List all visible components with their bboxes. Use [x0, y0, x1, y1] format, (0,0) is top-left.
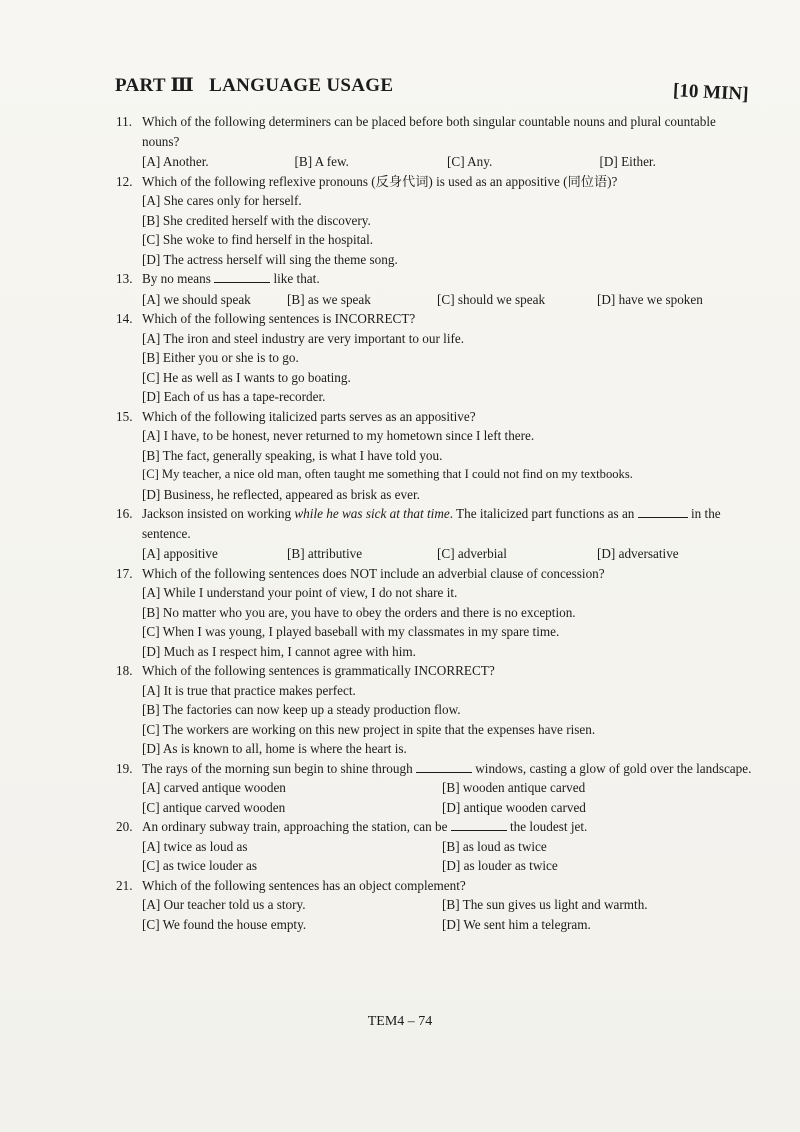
question-number: 11.	[116, 114, 132, 129]
option-c: [C] When I was young, I played baseball with my classmates in my spare time.	[142, 624, 560, 639]
option-a: [A] I have, to be honest, never returned to my hometown since I left there.	[142, 428, 535, 443]
option-b: [B] Either you or she is to go.	[142, 350, 299, 365]
question-stem: Which of the following sentences is grammatically INCORRECT?	[142, 663, 495, 678]
answer-blank	[416, 760, 472, 773]
option-d: [D] The actress herself will sing the theme song.	[142, 251, 398, 267]
question-stem	[142, 504, 752, 543]
question-number: 16.	[116, 506, 133, 521]
question-number: 14.	[116, 311, 133, 326]
option-a: [A] twice as loud as	[142, 838, 248, 854]
question-number: 18.	[116, 663, 133, 678]
stem-text-part-1: Jackson insisted on working	[142, 506, 292, 521]
question-number: 19.	[116, 760, 133, 776]
stem-text-part-3: in the sentence.	[142, 506, 721, 541]
question-14	[116, 309, 752, 407]
stem-text-part-2: . The italicized part functions as an	[449, 506, 635, 521]
answer-blank	[214, 270, 270, 283]
stem-text-before-blank: An ordinary subway train, approaching the station, can be	[142, 819, 448, 834]
answer-blank	[451, 818, 507, 831]
section-title: LANGUAGE USAGE	[209, 75, 394, 96]
option-a: [A] She cares only for herself.	[142, 193, 302, 208]
option-d: [D] Each of us has a tape-recorder.	[142, 389, 326, 404]
option-a: [A] we should speak	[142, 291, 251, 307]
stem-text-after-blank: the loudest jet.	[510, 819, 588, 834]
question-number: 21.	[116, 877, 133, 893]
option-b: [B] The fact, generally speaking, is what I have told you.	[142, 447, 443, 463]
question-11	[116, 112, 752, 172]
question-number: 17.	[116, 565, 133, 581]
question-12	[116, 172, 752, 270]
option-a: [A] Another.	[142, 154, 209, 169]
option-d: [D] have we spoken	[597, 291, 703, 307]
question-number: 20.	[116, 819, 133, 834]
question-stem	[142, 759, 752, 779]
question-18	[116, 661, 752, 759]
option-b: [B] The factories can now keep up a steady production flow.	[142, 702, 461, 717]
option-b: [B] No matter who you are, you have to obey the orders and there is no exception.	[142, 604, 576, 620]
option-c: [C] My teacher, a nice old man, often taught me something that I could not find on my textbooks.	[142, 467, 633, 481]
part-number: PART Ⅲ	[115, 75, 194, 96]
option-d: [D] antique wooden carved	[442, 799, 586, 815]
stem-text-after-blank: windows, casting a glow of gold over the landscape.	[475, 760, 752, 776]
page-footer	[0, 1014, 800, 1030]
option-c: [C] She woke to find herself in the hospital.	[142, 232, 374, 247]
question-19	[116, 759, 752, 818]
stem-text-after-blank: like that.	[273, 271, 320, 286]
option-a: [A] Our teacher told us a story.	[142, 897, 306, 912]
option-c: [C] as twice louder as	[142, 858, 257, 873]
question-21	[116, 876, 752, 935]
time-allowance: [10 MIN]	[672, 80, 749, 105]
question-20	[116, 817, 752, 876]
option-b: [B] She credited herself with the discovery.	[142, 212, 371, 228]
option-d: [D] Either.	[599, 154, 656, 169]
option-d: [D] Business, he reflected, appeared as brisk as ever.	[142, 486, 420, 502]
option-c: [C] We found the house empty.	[142, 916, 307, 932]
option-d: [D] We sent him a telegram.	[442, 916, 591, 932]
section-header	[115, 74, 748, 104]
option-c: [C] Any.	[447, 154, 493, 169]
option-c: [C] He as well as I wants to go boating.	[142, 369, 351, 385]
option-a: [A] The iron and steel industry are very important to our life.	[142, 330, 465, 346]
answer-blank	[638, 505, 688, 518]
option-c: [C] antique carved wooden	[142, 799, 286, 815]
question-number: 15.	[116, 408, 133, 424]
question-13	[116, 269, 752, 309]
page-number: TEM4 – 74	[367, 1014, 433, 1029]
option-a: [A] appositive	[142, 546, 218, 561]
question-list	[116, 112, 752, 934]
question-stem: Which of the following reflexive pronouns (反身代词) is used as an appositive (同位语)?	[142, 173, 618, 189]
question-15	[116, 407, 752, 505]
option-b: [B] wooden antique carved	[442, 780, 586, 795]
question-16	[116, 504, 752, 564]
option-b: [B] as we speak	[287, 291, 371, 307]
question-stem: Which of the following determiners can be placed before both singular countable nouns and plural countable nouns?	[142, 114, 716, 149]
option-d: [D] As is known to all, home is where the heart is.	[142, 741, 407, 756]
option-c: [C] adverbial	[437, 546, 507, 561]
question-number: 13.	[116, 271, 133, 286]
question-stem: Which of the following sentences is INCORRECT?	[142, 311, 416, 326]
option-d: [D] Much as I respect him, I cannot agree with him.	[142, 643, 416, 659]
stem-italic-part: while he was sick at that time	[294, 506, 450, 521]
option-b: [B] as loud as twice	[442, 838, 547, 854]
option-d: [D] as louder as twice	[442, 858, 558, 873]
question-17	[116, 564, 752, 662]
stem-text-before-blank: The rays of the morning sun begin to shine through	[142, 760, 413, 776]
option-a: [A] While I understand your point of view, I do not share it.	[142, 585, 458, 600]
option-c: [C] should we speak	[437, 291, 546, 307]
question-stem	[142, 817, 752, 837]
option-b: [B] attributive	[287, 546, 363, 561]
option-b: [B] The sun gives us light and warmth.	[442, 897, 648, 912]
option-d: [D] adversative	[597, 546, 679, 561]
question-stem: Which of the following sentences has an object complement?	[142, 877, 466, 893]
option-b: [B] A few.	[294, 154, 349, 169]
option-c: [C] The workers are working on this new project in spite that the expenses have risen.	[142, 721, 596, 737]
stem-text-before-blank: By no means	[142, 271, 211, 286]
question-stem	[142, 269, 752, 289]
option-a: [A] It is true that practice makes perfect.	[142, 682, 356, 698]
question-stem: Which of the following italicized parts serves as an appositive?	[142, 408, 476, 424]
part-title	[115, 74, 393, 97]
question-number: 12.	[116, 173, 133, 189]
question-stem: Which of the following sentences does NOT include an adverbial clause of concession?	[142, 565, 605, 581]
option-a: [A] carved antique wooden	[142, 780, 286, 795]
